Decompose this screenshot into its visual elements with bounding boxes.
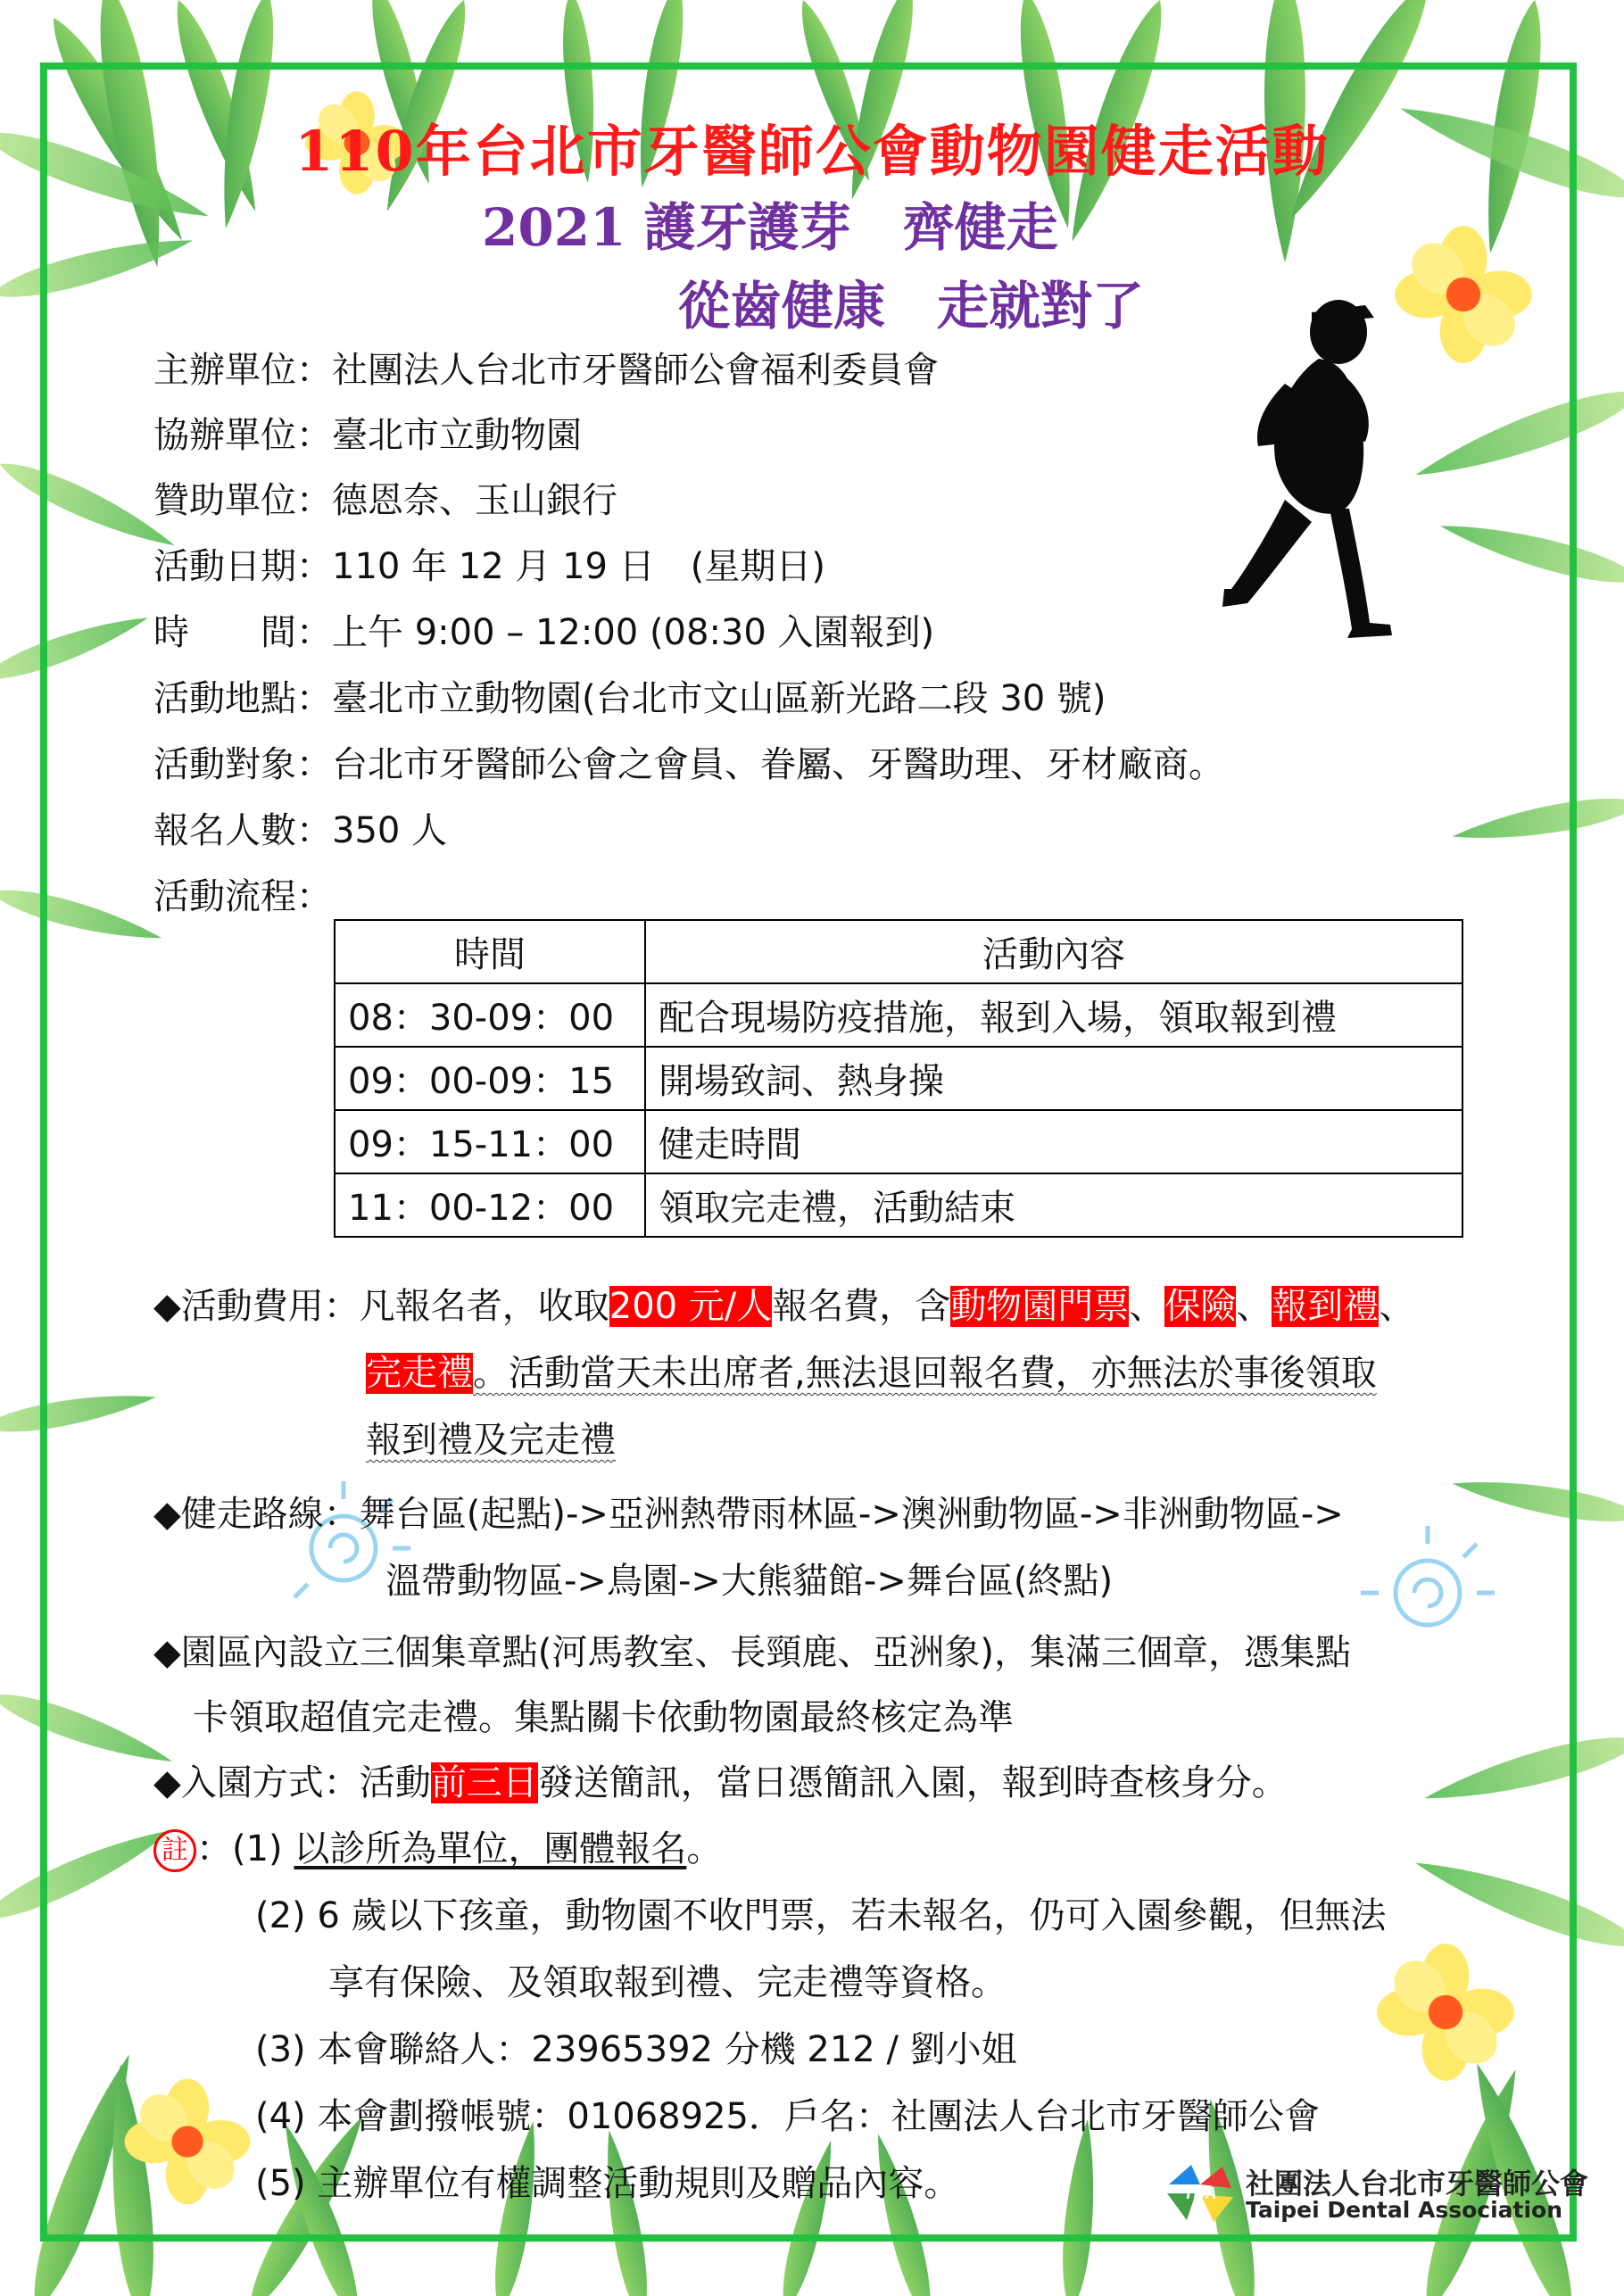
info-audience: 活動對象：台北市牙醫師公會之會員、眷屬、牙醫助理、牙材廠商。 bbox=[153, 744, 1224, 785]
note-1: 註 ：(1) 以診所為單位，團體報名。 bbox=[153, 1820, 722, 1872]
fee-line1: ◆活動費用：凡報名者，收取200 元/人報名費，含動物園門票、保險、報到禮、 bbox=[153, 1286, 1415, 1327]
table-row bbox=[335, 1047, 1462, 1110]
note-5: (5) 主辦單位有權調整活動規則及贈品內容。 bbox=[255, 2163, 960, 2204]
route-line2: 溫帶動物區->鳥園->大熊貓館->舞台區(終點) bbox=[385, 1561, 1114, 1602]
stamps-line1: ◆園區內設立三個集章點(河馬教室、長頸鹿、亞洲象)，集滿三個章，憑集點 bbox=[153, 1632, 1351, 1673]
tda-emblem-icon bbox=[1160, 2158, 1240, 2229]
info-location: 活動地點：臺北市立動物園(台北市文山區新光路二段 30 號) bbox=[153, 678, 1106, 719]
table-header-row bbox=[335, 920, 1462, 983]
row-content: 配合現場防疫措施，報到入場，領取報到禮 bbox=[645, 983, 1462, 1047]
fee-line3: 報到禮及完走禮 bbox=[366, 1420, 616, 1461]
note-4: (4) 本會劃撥帳號：01068925．戶名：社團法人台北市牙醫師公會 bbox=[255, 2096, 1320, 2137]
row-content: 開場致詞、熱身操 bbox=[645, 1047, 1462, 1110]
stamps-line2: 卡領取超值完走禮。集點關卡依動物園最終核定為準 bbox=[193, 1697, 1014, 1738]
logo-name-cn: 社團法人台北市牙醫師公會 bbox=[1246, 2167, 1589, 2201]
row-content: 健走時間 bbox=[645, 1110, 1462, 1173]
info-time: 時 間：上午 9:00 – 12:00 (08:30 入園報到) bbox=[153, 612, 935, 653]
tda-logo bbox=[1160, 2158, 1589, 2229]
main-title: 110年台北市牙醫師公會動物園健走活動 bbox=[294, 119, 1330, 184]
row-time: 11：00-12：00 bbox=[335, 1173, 645, 1237]
header-content: 活動內容 bbox=[645, 920, 1462, 983]
subtitle-line1: 2021 護牙護芽 齊健走 bbox=[482, 197, 1058, 258]
table-row bbox=[335, 1173, 1462, 1237]
table-row bbox=[335, 1110, 1462, 1173]
fee-line2: 完走禮。活動當天未出席者,無法退回報名費，亦無法於事後領取 bbox=[366, 1353, 1377, 1394]
route-line1: ◆健走路線：舞台區(起點)->亞洲熱帶雨林區->澳洲動物區->非洲動物區-> bbox=[153, 1494, 1344, 1535]
info-capacity: 報名人數：350 人 bbox=[153, 810, 448, 851]
row-time: 09：15-11：00 bbox=[335, 1110, 645, 1173]
note-3: (3) 本會聯絡人：23965392 分機 212 / 劉小姐 bbox=[255, 2029, 1017, 2070]
info-schedule-label: 活動流程： bbox=[153, 876, 332, 917]
row-content: 領取完走禮，活動結束 bbox=[645, 1173, 1462, 1237]
info-organizer: 主辦單位：社團法人台北市牙醫師公會福利委員會 bbox=[153, 350, 939, 391]
schedule-table bbox=[334, 919, 1463, 1238]
info-co-organizer: 協辦單位：臺北市立動物園 bbox=[153, 415, 582, 456]
subtitle-line2: 從齒健康 走就對了 bbox=[678, 276, 1145, 336]
table-row bbox=[335, 983, 1462, 1047]
fee-price: 200 元/人 bbox=[609, 1286, 773, 1327]
tda-abbr: TDA bbox=[1183, 2184, 1217, 2202]
note-2b: 享有保險、及領取報到禮、完走禮等資格。 bbox=[328, 1962, 1007, 2003]
note-2a: (2) 6 歲以下孩童，動物園不收門票，若未報名，仍可入園參觀，但無法 bbox=[255, 1895, 1387, 1936]
logo-name-en: Taipei Dental Association bbox=[1246, 2197, 1563, 2223]
row-time: 09：00-09：15 bbox=[335, 1047, 645, 1110]
header-time: 時間 bbox=[335, 920, 645, 983]
row-time: 08：30-09：00 bbox=[335, 983, 645, 1047]
entry-line: ◆入園方式：活動前三日發送簡訊，當日憑簡訊入園，報到時查核身分。 bbox=[153, 1762, 1288, 1803]
info-date: 活動日期：110 年 12 月 19 日 (星期日) bbox=[153, 546, 825, 587]
note-mark-icon: 註 bbox=[153, 1829, 196, 1872]
info-sponsor: 贊助單位：德恩奈、玉山銀行 bbox=[153, 480, 617, 521]
